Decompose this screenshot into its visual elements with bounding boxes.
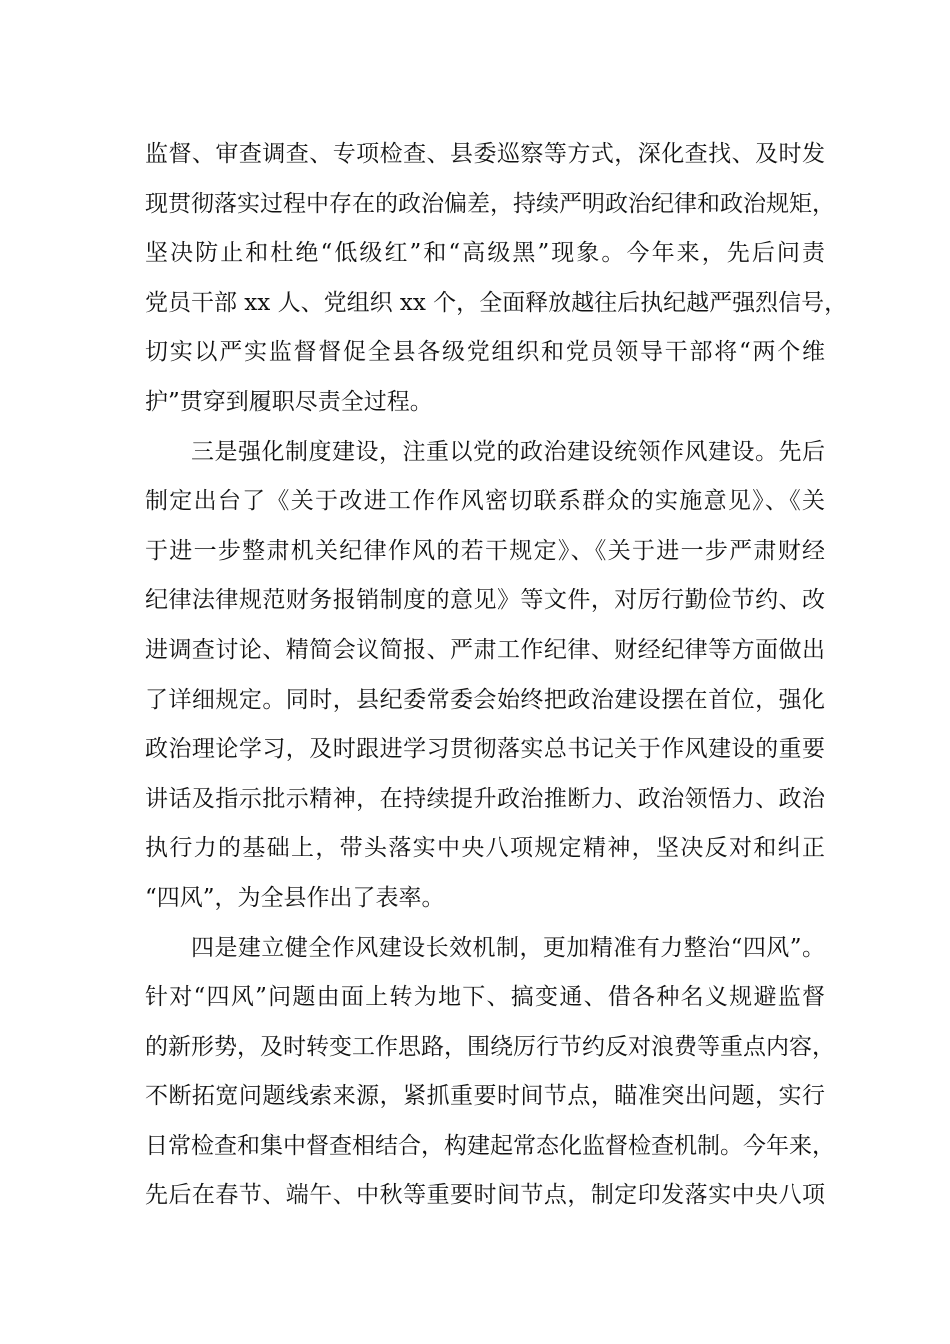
paragraph (145, 428, 825, 924)
text-line: 四是建立健全作风建设长效机制，更加精准有力整治“四风”。 (191, 934, 825, 961)
text-line: 日常检查和集中督查相结合，构建起常态化监督检查机制。今年来， (145, 1132, 835, 1159)
text-line: 护”贯穿到履职尽责全过程。 (145, 388, 433, 415)
text-line: 监督、审查调查、专项检查、县委巡察等方式，深化查找、及时发 (145, 141, 825, 167)
text-line: 三是强化制度建设，注重以党的政治建设统领作风建设。先后 (191, 438, 825, 465)
text-line: 执行力的基础上，带头落实中央八项规定精神，坚决反对和纠正 (145, 835, 825, 862)
text-line: 了详细规定。同时，县纪委常委会始终把政治建设摆在首位，强化 (145, 686, 825, 713)
text-line: 纪律法律规范财务报销制度的意见》等文件，对厉行勤俭节约、改 (145, 587, 825, 614)
text-line: 的新形势，及时转变工作思路，围绕厉行节约反对浪费等重点内容， (145, 1033, 835, 1060)
text-line: “四风”，为全县作出了表率。 (145, 884, 445, 911)
text-line: 先后在春节、端午、中秋等重要时间节点，制定印发落实中央八项 (145, 1182, 825, 1209)
text-line: 于进一步整肃机关纪律作风的若干规定》、《关于进一步严肃财经 (145, 537, 825, 564)
text-line: 针对“四风”问题由面上转为地下、搞变通、借各种名义规避监督 (145, 984, 825, 1011)
text-line: 现贯彻落实过程中存在的政治偏差，持续严明政治纪律和政治规矩， (145, 190, 835, 217)
paragraph (145, 130, 848, 428)
text-line: 制定出台了《关于改进工作作风密切联系群众的实施意见》、《关 (145, 488, 825, 515)
text-line: 不断拓宽问题线索来源，紧抓重要时间节点，瞄准突出问题，实行 (145, 1083, 825, 1110)
text-line: 坚决防止和杜绝“低级红”和“高级黑”现象。今年来，先后问责 (145, 240, 825, 267)
paragraph (145, 924, 835, 1222)
text-line: 切实以严实监督督促全县各级党组织和党员领导干部将“两个维 (145, 339, 825, 366)
document-body (145, 130, 848, 1221)
text-line: 党员干部 xx 人、党组织 xx 个，全面释放越往后执纪越严强烈信号， (145, 289, 848, 316)
text-line: 进调查讨论、精简会议简报、严肃工作纪律、财经纪律等方面做出 (145, 636, 825, 663)
text-line: 政治理论学习，及时跟进学习贯彻落实总书记关于作风建设的重要 (145, 736, 825, 763)
text-line: 讲话及指示批示精神，在持续提升政治推断力、政治领悟力、政治 (145, 785, 825, 812)
